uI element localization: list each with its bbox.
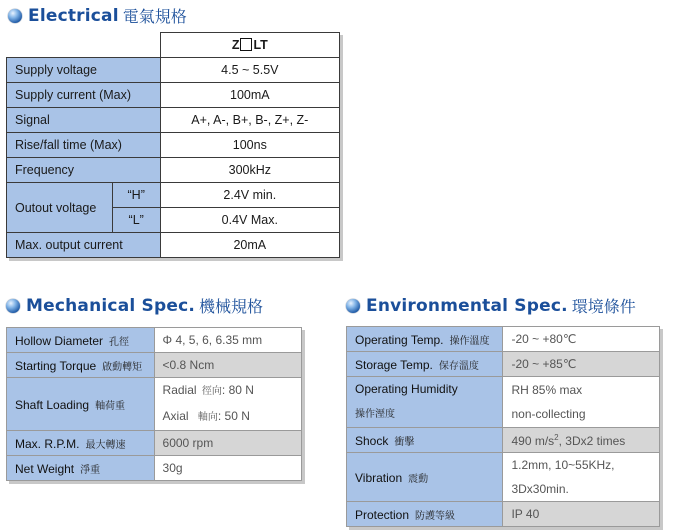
table-row bbox=[347, 352, 660, 377]
output-voltage-label: Outout voltage bbox=[7, 183, 113, 233]
hollow-diameter-label: Hollow Diameter 孔徑 bbox=[7, 328, 155, 353]
supply-current-value: 100mA bbox=[160, 83, 339, 108]
signal-label: Signal bbox=[7, 108, 161, 133]
vibration-value: 1.2mm, 10~55KHz, 3Dx30min. bbox=[503, 453, 660, 502]
environmental-title-zh: 環境條件 bbox=[571, 297, 636, 316]
output-high-label: “H” bbox=[112, 183, 160, 208]
electrical-spec-table bbox=[6, 32, 340, 258]
operating-temp-label: Operating Temp. 操作溫度 bbox=[347, 327, 503, 352]
table-row bbox=[347, 453, 660, 502]
table-row bbox=[7, 233, 340, 258]
mechanical-section-title bbox=[6, 294, 263, 317]
mechanical-title-zh: 機械規格 bbox=[199, 297, 264, 316]
environmental-section-title bbox=[346, 294, 636, 317]
operating-temp-value: -20 ~ +80℃ bbox=[503, 327, 660, 352]
table-row bbox=[7, 158, 340, 183]
table-row bbox=[7, 456, 302, 481]
electrical-title-en: Electrical bbox=[28, 5, 119, 26]
rise-fall-value: 100ns bbox=[160, 133, 339, 158]
output-low-label: “L” bbox=[112, 208, 160, 233]
shaft-loading-label: Shaft Loading 軸荷重 bbox=[7, 378, 155, 431]
shock-value: 490 $m/s^2$, 3Dx2 times bbox=[503, 428, 660, 453]
bullet-icon bbox=[8, 9, 22, 23]
output-low-value: 0.4V Max. bbox=[160, 208, 339, 233]
table-row bbox=[347, 377, 660, 428]
shock-label: Shock 衝擊 bbox=[347, 428, 503, 453]
max-output-current-value: 20mA bbox=[160, 233, 339, 258]
rise-fall-label: Rise/fall time (Max) bbox=[7, 133, 161, 158]
table-row bbox=[7, 378, 302, 431]
mechanical-spec-table bbox=[6, 327, 302, 481]
supply-voltage-label: Supply voltage bbox=[7, 58, 161, 83]
protection-value: IP 40 bbox=[503, 502, 660, 527]
table-row bbox=[7, 183, 340, 208]
table-row bbox=[347, 428, 660, 453]
storage-temp-value: -20 ~ +85℃ bbox=[503, 352, 660, 377]
hollow-diameter-value: Φ 4, 5, 6, 6.35 mm bbox=[154, 328, 301, 353]
mechanical-title-en: Mechanical Spec. bbox=[26, 295, 195, 316]
table-row bbox=[347, 502, 660, 527]
table-row bbox=[7, 83, 340, 108]
max-rpm-label: Max. R.P.M. 最大轉速 bbox=[7, 431, 155, 456]
model-header: Z LT bbox=[160, 33, 339, 58]
electrical-section-title bbox=[8, 4, 187, 27]
max-rpm-value: 6000 rpm bbox=[154, 431, 301, 456]
supply-voltage-value: 4.5 ~ 5.5V bbox=[160, 58, 339, 83]
electrical-title-zh: 電氣規格 bbox=[122, 7, 187, 26]
bullet-icon bbox=[6, 299, 20, 313]
table-row bbox=[7, 108, 340, 133]
table-row bbox=[347, 327, 660, 352]
frequency-value: 300kHz bbox=[160, 158, 339, 183]
frequency-label: Frequency bbox=[7, 158, 161, 183]
table-row bbox=[7, 353, 302, 378]
supply-current-label: Supply current (Max) bbox=[7, 83, 161, 108]
shaft-loading-value: Radial 徑向: 80 N Axial 軸向: 50 N bbox=[154, 378, 301, 431]
table-row bbox=[7, 133, 340, 158]
signal-value: A+, A-, B+, B-, Z+, Z- bbox=[160, 108, 339, 133]
environmental-title-en: Environmental Spec. bbox=[366, 295, 568, 316]
storage-temp-label: Storage Temp. 保存溫度 bbox=[347, 352, 503, 377]
table-row bbox=[7, 431, 302, 456]
max-output-current-label: Max. output current bbox=[7, 233, 161, 258]
bullet-icon bbox=[346, 299, 360, 313]
placeholder-box-icon bbox=[240, 38, 252, 51]
table-row bbox=[7, 33, 340, 58]
table-row bbox=[7, 58, 340, 83]
operating-humidity-value: RH 85% max non-collecting bbox=[503, 377, 660, 428]
protection-label: Protection 防護等級 bbox=[347, 502, 503, 527]
vibration-label: Vibration 震動 bbox=[347, 453, 503, 502]
table-row bbox=[7, 328, 302, 353]
net-weight-label: Net Weight 淨重 bbox=[7, 456, 155, 481]
starting-torque-label: Starting Torque 啟動轉矩 bbox=[7, 353, 155, 378]
starting-torque-value: <0.8 Ncm bbox=[154, 353, 301, 378]
environmental-spec-table bbox=[346, 326, 660, 527]
net-weight-value: 30g bbox=[154, 456, 301, 481]
operating-humidity-label: Operating Humidity 操作溼度 bbox=[347, 377, 503, 428]
output-high-value: 2.4V min. bbox=[160, 183, 339, 208]
